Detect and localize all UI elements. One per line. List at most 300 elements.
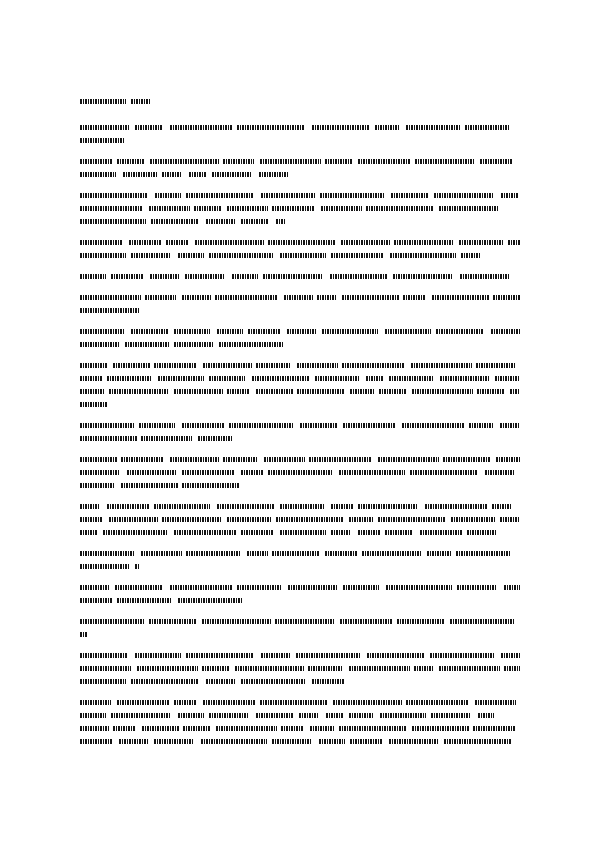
text-run (406, 125, 460, 130)
text-run (317, 295, 336, 300)
paragraph (80, 191, 520, 227)
text-run (154, 363, 197, 368)
text-run (149, 619, 196, 624)
text-run (349, 713, 373, 718)
text-run (80, 274, 106, 279)
text-run (131, 253, 171, 258)
paragraph (80, 293, 520, 316)
text-run (493, 295, 520, 300)
text-run (182, 423, 224, 428)
text-run (375, 125, 399, 130)
text-run (227, 389, 250, 394)
text-run (389, 376, 433, 381)
text-line (80, 123, 520, 133)
text-run (123, 172, 157, 177)
text-run (312, 125, 370, 130)
text-run (115, 585, 163, 590)
text-run (151, 219, 199, 224)
paragraph (80, 238, 520, 261)
text-run (117, 159, 144, 164)
text-run (378, 457, 439, 462)
text-run (219, 342, 284, 347)
text-line (80, 549, 520, 559)
text-run (154, 739, 194, 744)
text-run (501, 653, 520, 658)
text-run (229, 423, 293, 428)
text-run (504, 666, 520, 671)
text-line (80, 340, 520, 350)
text-run (500, 517, 520, 522)
paragraph (80, 583, 520, 606)
text-run (80, 436, 137, 441)
text-run (162, 172, 182, 177)
text-run (178, 713, 204, 718)
text-run (80, 138, 124, 143)
text-run (206, 219, 236, 224)
text-line (80, 630, 520, 640)
text-run (178, 253, 204, 258)
text-run (117, 598, 172, 603)
text-run (137, 666, 198, 671)
text-run (80, 363, 107, 368)
text-run (280, 530, 326, 535)
text-run (201, 739, 267, 744)
text-run (186, 193, 254, 198)
text-run (389, 739, 439, 744)
text-run (158, 376, 204, 381)
text-run (439, 666, 500, 671)
text-run (380, 713, 426, 718)
text-run (492, 504, 512, 509)
text-run (174, 342, 213, 347)
text-run (80, 504, 100, 509)
text-line (80, 698, 520, 708)
paragraph (80, 617, 520, 640)
paragraph (80, 455, 520, 491)
text-run (495, 376, 520, 381)
text-run (80, 483, 115, 488)
text-run (343, 585, 379, 590)
text-run (241, 679, 305, 684)
text-run (340, 619, 393, 624)
text-run (212, 172, 252, 177)
text-run (280, 253, 326, 258)
text-line (80, 327, 520, 337)
text-run (330, 274, 388, 279)
text-run (252, 376, 310, 381)
text-run (349, 517, 374, 522)
text-run (80, 739, 112, 744)
text-run (170, 585, 232, 590)
text-line (80, 562, 520, 572)
text-run (333, 700, 402, 705)
text-run (209, 376, 245, 381)
text-run (414, 666, 433, 671)
text-run (431, 713, 471, 718)
text-run (480, 159, 513, 164)
text-run (342, 295, 399, 300)
text-run (109, 517, 158, 522)
text-run (166, 240, 189, 245)
text-run (103, 530, 167, 535)
text-run (182, 483, 240, 488)
text-run (319, 739, 345, 744)
paragraph (80, 549, 520, 572)
text-run (223, 457, 258, 462)
text-run (194, 206, 221, 211)
text-run (189, 172, 207, 177)
text-line (80, 238, 520, 248)
text-run (150, 274, 180, 279)
text-run (162, 517, 221, 522)
text-run (432, 295, 489, 300)
text-run (261, 653, 291, 658)
document-body (80, 123, 520, 747)
text-run (343, 423, 395, 428)
text-run (385, 530, 413, 535)
text-line (80, 481, 520, 491)
text-run (309, 457, 372, 462)
text-run (80, 206, 143, 211)
text-run (275, 619, 334, 624)
text-run (170, 457, 219, 462)
text-run (209, 253, 273, 258)
text-run (80, 219, 146, 224)
text-run (209, 713, 249, 718)
text-run (202, 619, 271, 624)
text-run (198, 436, 232, 441)
text-run (80, 598, 113, 603)
text-run (339, 726, 406, 731)
text-run (113, 726, 136, 731)
text-run (131, 329, 169, 334)
text-run (280, 504, 324, 509)
text-run (299, 713, 319, 718)
text-run (248, 329, 280, 334)
text-run (397, 619, 444, 624)
text-run (178, 598, 243, 603)
text-line (80, 251, 520, 261)
text-run (119, 739, 149, 744)
text-run (427, 551, 452, 556)
text-run (325, 551, 358, 556)
text-run (217, 329, 243, 334)
text-run (203, 700, 256, 705)
text-run (284, 295, 313, 300)
paragraph (80, 272, 520, 282)
text-run (504, 585, 520, 590)
text-line (80, 502, 520, 512)
text-line (80, 677, 520, 687)
text-line (80, 737, 520, 747)
text-run (237, 125, 305, 130)
text-run (465, 125, 509, 130)
text-run (125, 342, 170, 347)
text-run (80, 389, 105, 394)
text-run (308, 666, 343, 671)
text-line (80, 293, 520, 303)
text-run (385, 329, 431, 334)
text-line (80, 272, 520, 282)
text-line (80, 664, 520, 674)
text-run (80, 700, 111, 705)
text-run (434, 193, 494, 198)
text-line (80, 434, 520, 444)
text-run (403, 295, 426, 300)
text-run (80, 402, 108, 407)
text-run (443, 457, 490, 462)
text-run (310, 726, 335, 731)
text-run (415, 159, 474, 164)
text-run (402, 423, 464, 428)
text-run (320, 193, 384, 198)
text-line (80, 455, 520, 465)
document-page (80, 97, 520, 758)
text-line (80, 528, 520, 538)
text-run (297, 389, 344, 394)
text-line (80, 583, 520, 593)
text-run (439, 206, 498, 211)
text-run (186, 551, 241, 556)
text-run (80, 172, 116, 177)
text-run (412, 726, 469, 731)
text-run (223, 159, 254, 164)
text-run (272, 551, 319, 556)
text-run (182, 470, 234, 475)
text-run (467, 530, 496, 535)
text-run (444, 739, 512, 744)
text-run (237, 585, 281, 590)
text-run (80, 517, 103, 522)
text-run (457, 585, 497, 590)
text-run (288, 585, 338, 590)
text-line (80, 724, 520, 734)
text-run (111, 713, 171, 718)
text-run (410, 470, 478, 475)
text-run (367, 653, 425, 658)
text-run (473, 726, 516, 731)
text-line (80, 596, 520, 606)
text-run (107, 504, 149, 509)
text-run (261, 193, 315, 198)
text-run (485, 470, 515, 475)
text-run (80, 193, 148, 198)
paragraph (80, 123, 520, 146)
text-run (155, 193, 181, 198)
text-run (141, 436, 192, 441)
text-run (300, 423, 338, 428)
text-run (260, 700, 327, 705)
text-line (80, 651, 520, 661)
text-run (339, 470, 405, 475)
text-line (80, 204, 520, 214)
text-run (216, 726, 277, 731)
text-run (131, 99, 151, 104)
text-run (80, 423, 134, 428)
text-run (349, 666, 410, 671)
text-run (235, 666, 304, 671)
text-run (202, 666, 229, 671)
text-run (425, 504, 487, 509)
text-run (469, 423, 493, 428)
text-run (358, 159, 411, 164)
text-run (366, 376, 384, 381)
text-run (80, 240, 123, 245)
text-run (121, 483, 178, 488)
text-run (232, 274, 258, 279)
text-line (80, 515, 520, 525)
text-run (121, 457, 164, 462)
text-run (139, 423, 175, 428)
text-run (501, 193, 518, 198)
text-run (247, 551, 268, 556)
text-run (379, 389, 406, 394)
text-run (394, 240, 453, 245)
text-run (174, 389, 223, 394)
text-run (117, 700, 170, 705)
text-run (203, 363, 252, 368)
text-run (256, 389, 293, 394)
text-run (259, 172, 289, 177)
text-line (80, 191, 520, 201)
text-run (420, 530, 462, 535)
text-run (227, 517, 272, 522)
text-run (80, 551, 135, 556)
paragraph (80, 361, 520, 410)
text-run (390, 253, 456, 258)
text-run (80, 726, 109, 731)
text-run (80, 653, 128, 658)
text-run (456, 551, 510, 556)
text-run (80, 99, 126, 104)
text-run (331, 530, 351, 535)
text-run (341, 240, 390, 245)
text-run (154, 504, 210, 509)
text-run (276, 517, 343, 522)
text-line (80, 217, 520, 227)
text-run (350, 739, 382, 744)
text-line (80, 387, 520, 397)
text-run (80, 679, 126, 684)
text-run (80, 329, 124, 334)
text-run (135, 564, 140, 569)
paragraph (80, 421, 520, 444)
text-run (436, 329, 484, 334)
text-run (393, 274, 453, 279)
text-run (264, 457, 305, 462)
text-run (241, 219, 269, 224)
text-run (241, 530, 273, 535)
text-run (508, 240, 520, 245)
text-run (358, 504, 418, 509)
text-run (256, 363, 291, 368)
paragraph (80, 502, 520, 538)
text-run (149, 206, 190, 211)
text-run (276, 219, 286, 224)
text-run (450, 619, 515, 624)
text-run (281, 726, 304, 731)
text-run (80, 376, 102, 381)
text-run (451, 517, 496, 522)
text-run (268, 470, 332, 475)
paragraph (80, 327, 520, 350)
text-run (477, 389, 504, 394)
text-line (80, 468, 520, 478)
text-run (127, 470, 177, 475)
text-run (80, 619, 145, 624)
text-line (80, 361, 520, 371)
text-run (500, 423, 520, 428)
text-run (312, 679, 344, 684)
text-run (109, 389, 168, 394)
text-run (185, 274, 225, 279)
text-run (80, 530, 98, 535)
text-run (80, 713, 106, 718)
text-run (174, 329, 210, 334)
text-run (107, 376, 151, 381)
text-line (80, 711, 520, 721)
text-run (145, 295, 176, 300)
text-run (272, 739, 312, 744)
text-run (80, 159, 113, 164)
paragraph (80, 157, 520, 180)
text-run (263, 274, 323, 279)
paragraph (80, 651, 520, 687)
text-run (362, 551, 421, 556)
text-run (80, 295, 141, 300)
text-run (227, 206, 268, 211)
text-run (111, 274, 143, 279)
text-run (478, 713, 494, 718)
text-line (80, 617, 520, 627)
text-run (135, 125, 163, 130)
text-run (256, 713, 294, 718)
text-run (195, 240, 264, 245)
text-run (358, 530, 380, 535)
text-run (350, 389, 375, 394)
text-run (322, 329, 378, 334)
document-heading (80, 97, 520, 109)
text-run (215, 295, 278, 300)
text-run (268, 240, 335, 245)
text-run (80, 253, 126, 258)
text-run (241, 470, 263, 475)
paragraph (80, 698, 520, 747)
text-run (510, 389, 520, 394)
text-run (80, 632, 88, 637)
text-run (411, 363, 472, 368)
text-line (80, 306, 520, 316)
text-run (142, 726, 179, 731)
text-run (287, 329, 317, 334)
text-run (460, 274, 510, 279)
text-run (386, 585, 452, 590)
text-run (260, 159, 321, 164)
text-run (461, 253, 480, 258)
text-run (296, 653, 360, 658)
text-run (325, 159, 352, 164)
text-line (80, 170, 520, 180)
text-run (80, 342, 119, 347)
text-run (476, 363, 515, 368)
text-run (131, 679, 199, 684)
text-run (129, 240, 162, 245)
text-run (297, 363, 338, 368)
text-line (80, 421, 520, 431)
text-run (150, 159, 219, 164)
text-run (174, 700, 197, 705)
text-run (496, 457, 520, 462)
